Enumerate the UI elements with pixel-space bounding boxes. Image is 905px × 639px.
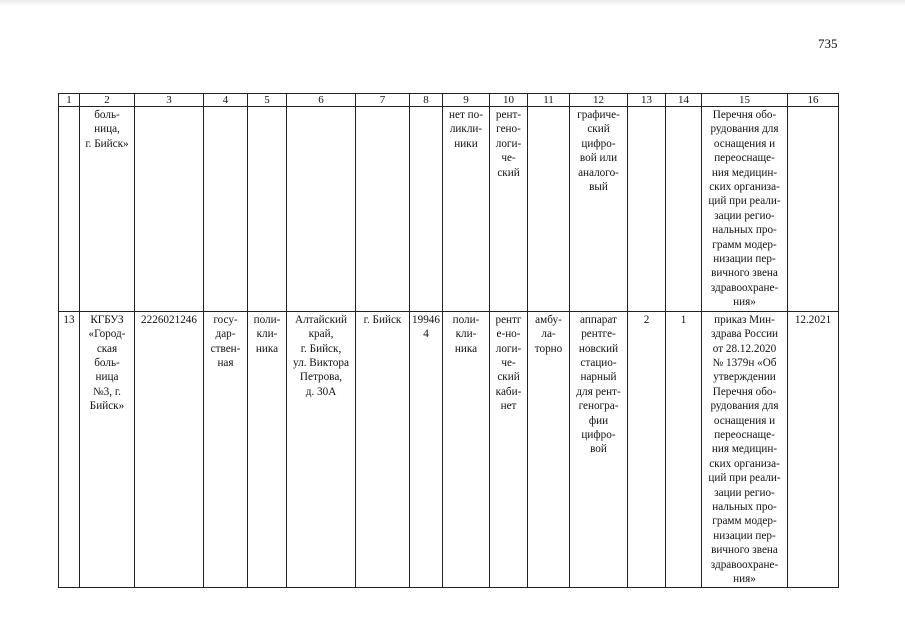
cell-organization: боль- ница, г. Бийск» <box>80 107 135 312</box>
cell-date <box>788 107 839 312</box>
cell-ownership: госу- дар- ствен- ная <box>204 311 248 588</box>
cell-quantity <box>628 107 666 312</box>
cell-basis: приказ Мин- здрава России от 28.12.2020 № 1379н «Об утверждении Перечня обо- рудования для оснащения и переоснаще- ния медицин- ских организа- ций при реали- зации регио- нальных про- грамм модер- низации пер- вичного звена здравоохране- ния» <box>702 311 788 588</box>
table-row <box>59 107 839 312</box>
cell-inn <box>135 107 204 312</box>
column-number: 5 <box>248 94 287 107</box>
page-number: 735 <box>818 36 838 51</box>
cell-inn: 2226021246 <box>135 311 204 588</box>
column-number: 12 <box>570 94 628 107</box>
column-number: 16 <box>788 94 839 107</box>
column-number: 4 <box>204 94 248 107</box>
cell-code <box>410 107 443 312</box>
cell-index <box>59 107 80 312</box>
cell-quantity: 2 <box>628 311 666 588</box>
cell-basis: Перечня обо- рудования для оснащения и переоснаще- ния медицин- ских организа- ций при реали- зации регио- нальных про- грамм модер- низации пер- вичного звена здравоохране- ния» <box>702 107 788 312</box>
cell-address <box>287 107 356 312</box>
column-number: 9 <box>443 94 490 107</box>
cell-care-form: амбу- ла- торно <box>528 311 570 588</box>
cell-equipment: графиче- ский цифро- вой или аналого- вый <box>570 107 628 312</box>
cell-locality: г. Бийск <box>356 311 410 588</box>
cell-ownership <box>204 107 248 312</box>
cell-department: поли- кли- ника <box>443 311 490 588</box>
column-number: 8 <box>410 94 443 107</box>
cell-unit-type: поли- кли- ника <box>248 311 287 588</box>
table-row <box>59 311 839 588</box>
cell-address: Алтайский край, г. Бийск, ул. Виктора Петрова, д. 30А <box>287 311 356 588</box>
cell-count <box>666 107 702 312</box>
scan-edge <box>0 0 905 6</box>
cell-care-form <box>528 107 570 312</box>
column-number: 7 <box>356 94 410 107</box>
cell-department: нет по- ликли- ники <box>443 107 490 312</box>
column-number: 14 <box>666 94 702 107</box>
column-number: 1 <box>59 94 80 107</box>
cell-date: 12.2021 <box>788 311 839 588</box>
cell-count: 1 <box>666 311 702 588</box>
column-number: 15 <box>702 94 788 107</box>
cell-organization: КГБУЗ «Город- ская боль- ница №3, г. Бийск» <box>80 311 135 588</box>
column-number: 10 <box>490 94 528 107</box>
cell-code: 19946 4 <box>410 311 443 588</box>
cell-equipment: аппарат рентге- новский стацио- нарный для рент- геногра- фии цифро- вой <box>570 311 628 588</box>
column-number: 6 <box>287 94 356 107</box>
cell-room: рент- гено- логи- че- ский <box>490 107 528 312</box>
cell-unit-type <box>248 107 287 312</box>
column-number: 11 <box>528 94 570 107</box>
cell-index: 13 <box>59 311 80 588</box>
column-number: 13 <box>628 94 666 107</box>
register-table <box>58 93 839 588</box>
column-number: 2 <box>80 94 135 107</box>
column-number: 3 <box>135 94 204 107</box>
cell-room: рентг е-но- логи- че- ский каби- нет <box>490 311 528 588</box>
column-number-row <box>59 94 839 107</box>
cell-locality <box>356 107 410 312</box>
